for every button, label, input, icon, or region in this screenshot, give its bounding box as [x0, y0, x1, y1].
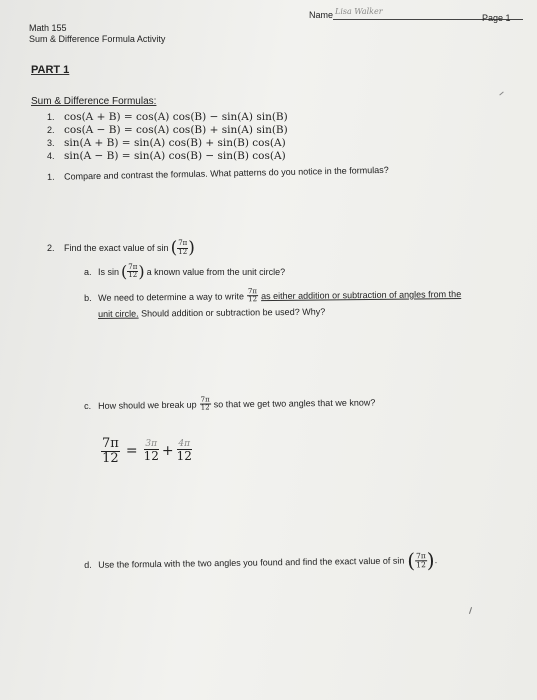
fraction-numerator: 7π: [200, 395, 210, 404]
formula-4: [47, 146, 286, 164]
fraction-7pi-12: [247, 288, 258, 304]
fraction-numerator: 7π: [247, 287, 258, 296]
plus-sign: +: [161, 443, 174, 460]
question-1-text: Compare and contrast the formulas. What patterns do you notice in the formulas?: [63, 164, 389, 182]
left-paren: (: [170, 238, 178, 258]
equation-lhs-fraction: [101, 437, 120, 465]
question-2b-line2-underlined: unit circle.: [98, 308, 139, 319]
page-number: Page 1: [482, 13, 511, 23]
fraction-7pi-12: [177, 240, 188, 256]
equation-term1-denominator: 12: [143, 449, 159, 464]
fraction-numerator: 7π: [178, 239, 188, 248]
equation-lhs-denominator: 12: [102, 450, 119, 466]
fraction-denominator: 12: [128, 271, 138, 279]
name-label: Name: [309, 10, 334, 20]
right-paren: ): [188, 238, 195, 258]
fraction-numerator: 7π: [416, 550, 426, 560]
right-paren: ): [426, 548, 435, 573]
question-2a-label: a.: [84, 266, 92, 277]
question-2c: [84, 394, 375, 413]
fraction-denominator: 12: [416, 559, 426, 569]
equation-term2-fraction: [177, 440, 192, 463]
pencil-mark: [469, 607, 472, 614]
formula-1-text: cos(A + B) = cos(A) cos(B) − sin(A) sin(B): [64, 111, 288, 123]
question-1-number: 1.: [47, 171, 55, 182]
fraction-7pi-12: [200, 396, 211, 412]
question-2a: [84, 262, 285, 281]
formula-3-number: 3.: [47, 138, 55, 148]
formula-2-text: cos(A − B) = cos(A) cos(B) + sin(A) sin(B): [64, 124, 288, 136]
question-2b: [84, 286, 461, 306]
question-2d-text: Use the formula with the two angles you found and find the exact value of sin: [98, 555, 405, 570]
right-paren: ): [138, 262, 145, 281]
question-2d-period: .: [434, 555, 438, 566]
fraction-7pi-12: [415, 552, 427, 569]
question-2-number: 2.: [47, 243, 55, 253]
formula-2-number: 2.: [47, 125, 55, 135]
question-2b-pre: We need to determine a way to write: [98, 291, 245, 303]
question-2b-mid: as either addition or subtraction of angles from the: [261, 288, 462, 301]
equation-term2-numerator: 4π: [178, 438, 191, 449]
formula-1-number: 1.: [47, 112, 55, 122]
fraction-7pi-12: [127, 264, 138, 280]
question-2c-post: so that we get two angles that we know?: [213, 397, 376, 410]
question-2a-post: a known value from the unit circle?: [146, 266, 286, 277]
question-2-text: Find the exact value of sin: [64, 243, 169, 253]
question-2c-pre: How should we break up: [98, 399, 197, 411]
course-title: Math 155: [29, 23, 67, 33]
question-2d: [84, 548, 437, 577]
left-paren: (: [121, 262, 128, 281]
equation-term1-numerator: 3π: [145, 438, 158, 449]
equation-lhs-numerator: 7π: [102, 436, 119, 451]
formulas-heading-text: Sum & Difference Formulas:: [31, 96, 157, 107]
question-2: [47, 238, 195, 258]
formulas-heading: [31, 96, 156, 107]
equation-term1-fraction: [144, 440, 159, 463]
name-handwritten: Lisa Walker: [335, 7, 383, 16]
fraction-denominator: 12: [248, 295, 258, 304]
fraction-numerator: 7π: [128, 262, 138, 271]
pencil-mark: [499, 92, 503, 96]
question-2d-label: d.: [84, 559, 92, 570]
question-2b-line2-text: Should addition or subtraction be used? Why?: [138, 306, 326, 319]
equation-breakup: [101, 437, 192, 465]
part-heading: [31, 64, 69, 76]
fraction-denominator: 12: [178, 247, 188, 256]
formula-4-text: sin(A − B) = sin(A) cos(B) − sin(B) cos(A): [64, 150, 286, 162]
equals-sign: =: [125, 443, 138, 460]
left-paren: (: [407, 548, 416, 573]
fraction-denominator: 12: [200, 403, 210, 412]
question-1: [47, 165, 389, 182]
question-2c-label: c.: [84, 400, 92, 411]
question-2a-pre: Is sin: [98, 266, 120, 277]
question-2b-label: b.: [84, 292, 92, 303]
formula-4-number: 4.: [47, 151, 55, 161]
activity-title: Sum & Difference Formula Activity: [29, 34, 166, 44]
part-heading-text: PART 1: [31, 64, 70, 76]
equation-term2-denominator: 12: [176, 449, 192, 464]
formula-3-text: sin(A + B) = sin(A) cos(B) + sin(B) cos(A): [64, 137, 286, 149]
question-2b-line2: [98, 307, 325, 319]
